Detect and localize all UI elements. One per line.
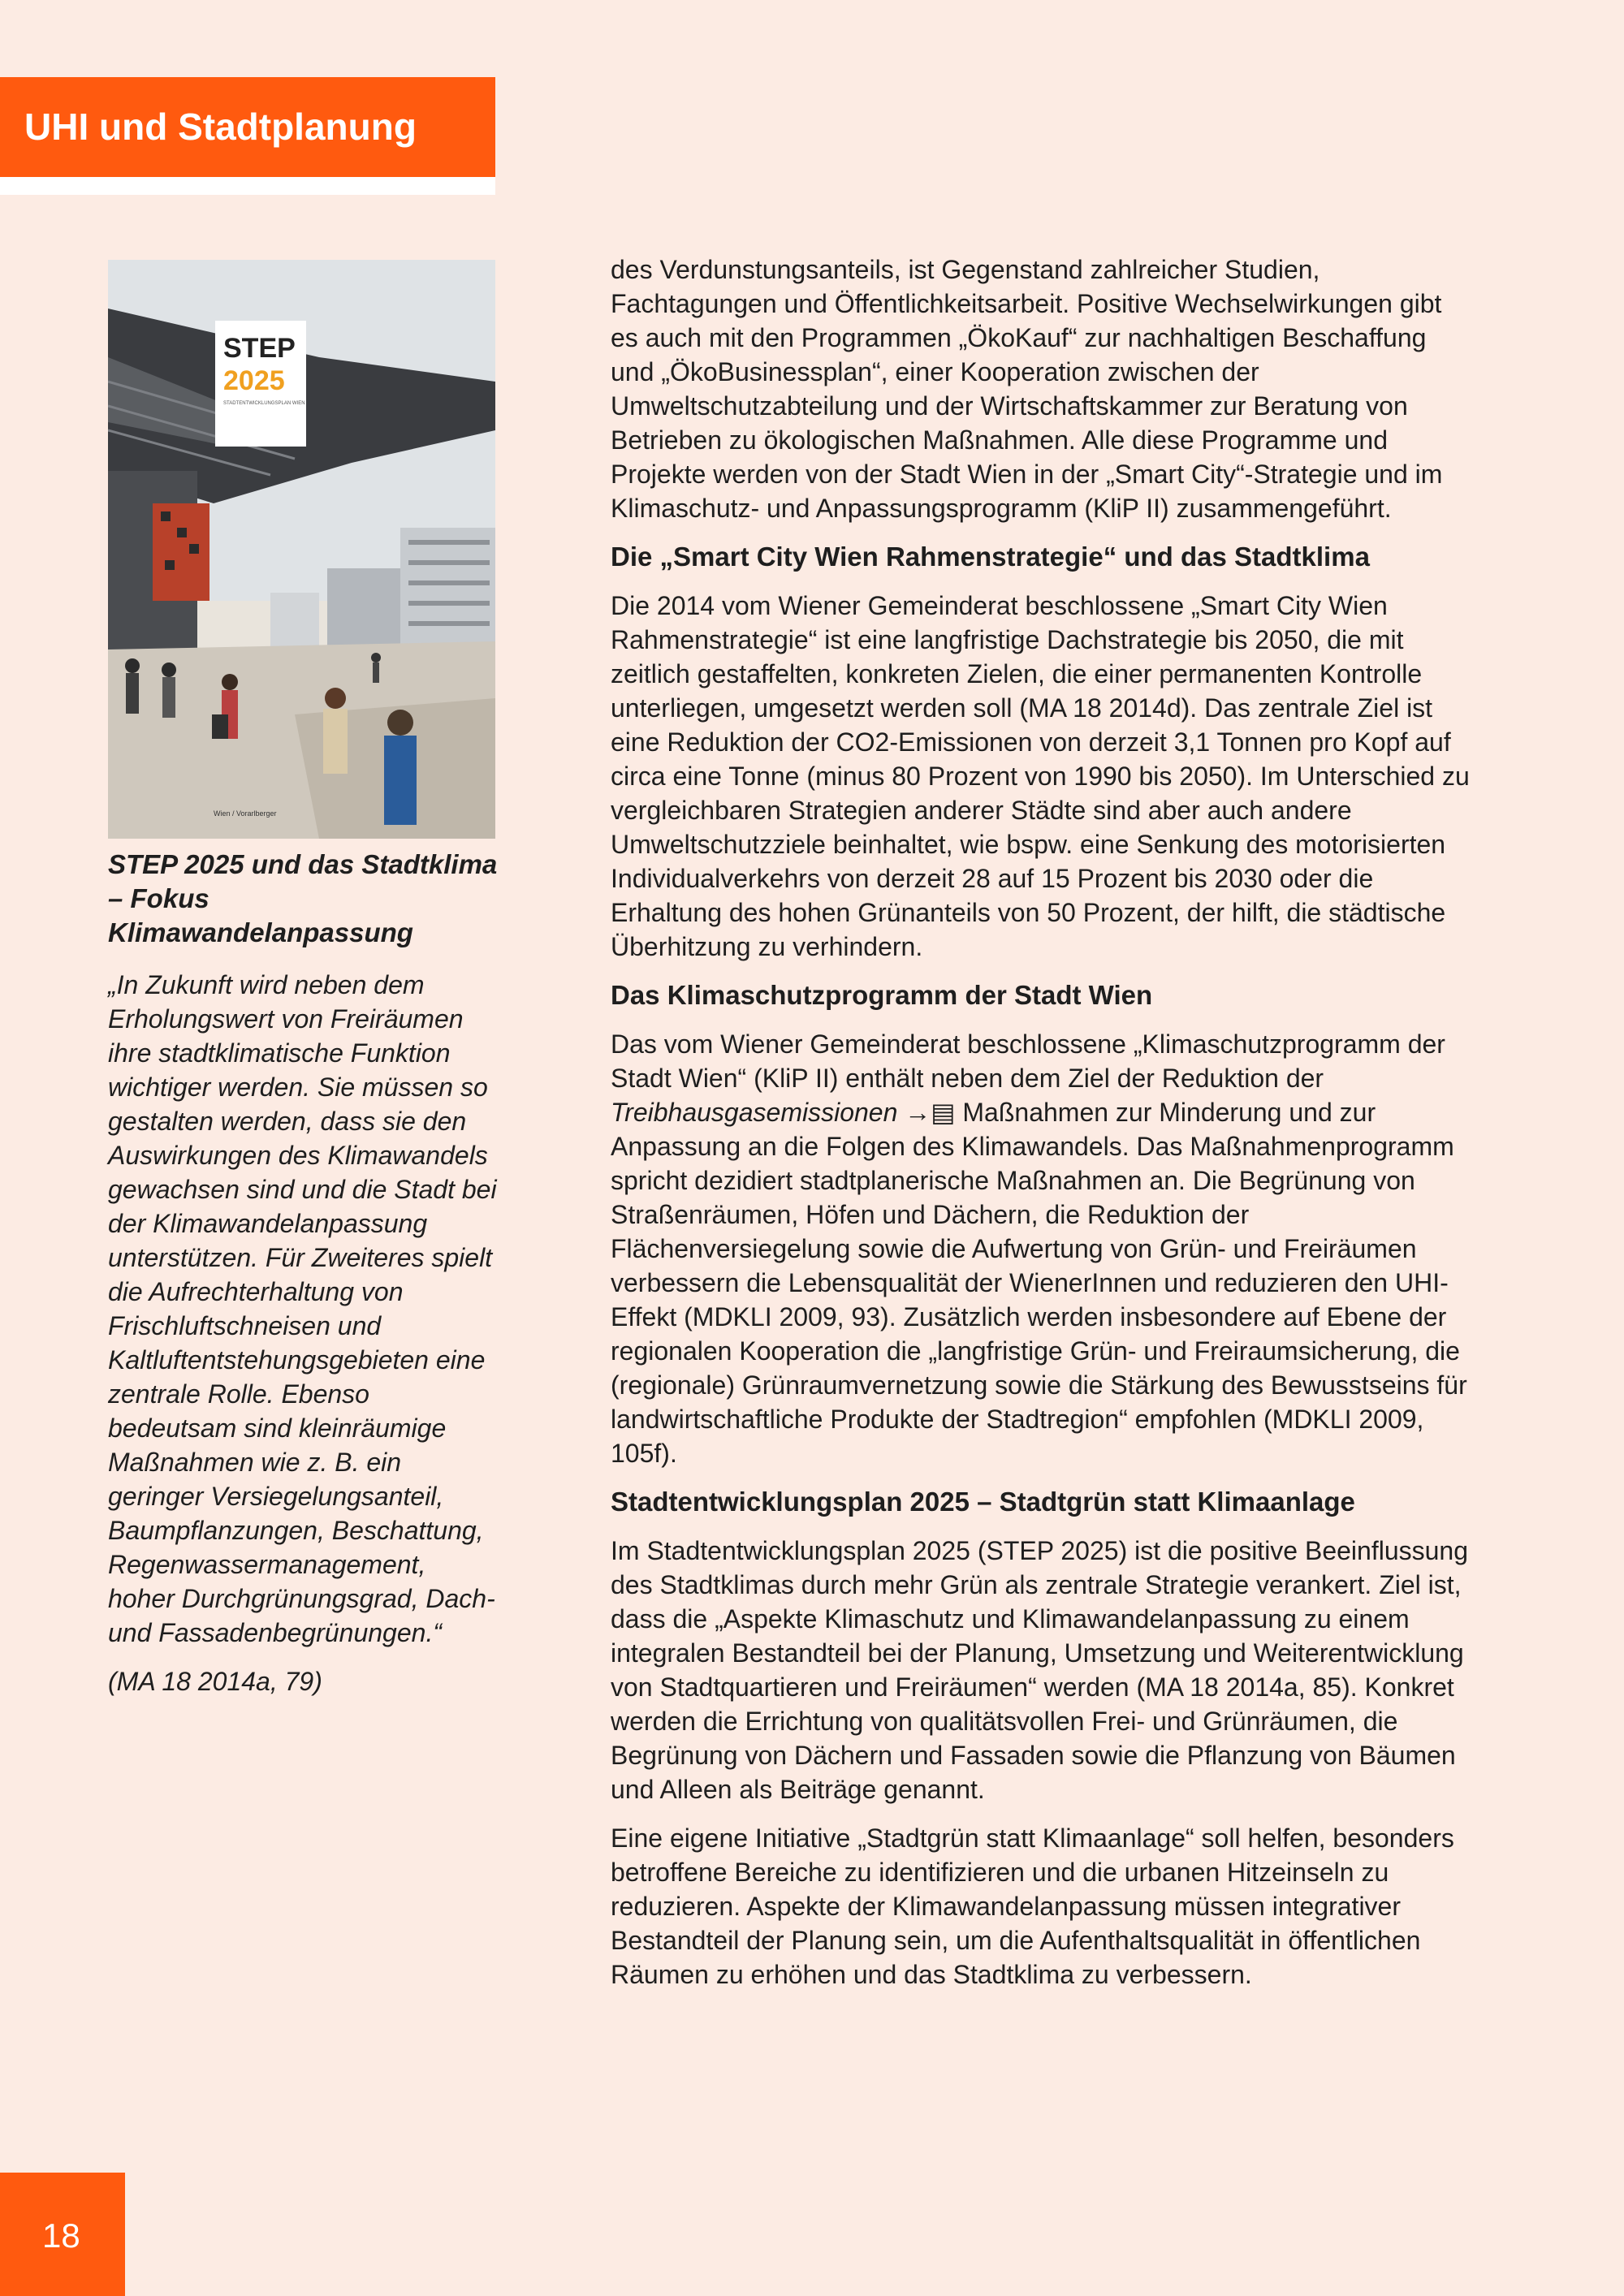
paragraph-smart-city: Die 2014 vom Wiener Gemeinderat beschlossene „Smart City Wien Rahmenstrategie“ ist eine langfristige Dachstrategie bis 2050, die mit zeitlich gestaffelten, konkreten Zielen, die einer permanenten Kontrolle unterliegen, umgesetzt werden soll (MA 18 2014d). Das zentrale Ziel ist eine Reduktion der CO2-Emissionen von derzeit 3,1 Tonnen pro Kopf auf circa eine Tonne (minus 80 Prozent von 1990 bis 2050). Im Unterschied zu vergleichbaren Strategien anderer Städte sind aber auch andere Umweltschutzziele beinhaltet, wie bspw. eine Senkung des motorisierten Individualverkehrs von derzeit 28 auf 15 Prozent bis 2030 oder die Erhaltung des hohen Grünanteils von 50 Prozent, der hilft, die städtische Überhitzung zu verhindern. xyxy=(611,591,1470,961)
sidebar-infobox xyxy=(108,848,498,1698)
glossary-link-treibhausgasemissionen[interactable]: Treibhausgasemissionen xyxy=(611,1098,898,1127)
page-number: 18 xyxy=(42,2216,80,2255)
paragraph-klip-part-b: Maßnahmen zur Minderung und zur Anpassung an die Folgen des Klimawandels. Das Maßnahmenprogramm spricht dezidiert stadtplanerische Maßnahmen an. Die Begrünung von Straßenräumen, Höfen und Dächern, die Reduktion der Flächenversiegelung sowie die Aufwertung von Grün- und Freiräumen verbessern die Lebensqualität der WienerInnen und reduzieren den UHI-Effekt (MDKLI 2009, 93). Zusätzlich werden insbesondere auf Ebene der regionalen Kooperation die „langfristige Grün- und Freiraumsicherung, die (regionale) Grünraumvernetzung sowie die Stärkung des Bewusstseins für landwirtschaftliche Produkte der Stadtregion“ empfohlen (MDKLI 2009, 105f). xyxy=(611,1098,1467,1468)
glossary-arrow-icon[interactable]: →▤ xyxy=(905,1098,956,1127)
cover-brand: STEP xyxy=(223,333,296,364)
sidebar-title: STEP 2025 und das Stadtklima – Fokus Klimawandelanpassung xyxy=(108,849,498,947)
cover-publisher: Wien / Vorarlberger xyxy=(214,809,277,818)
main-column xyxy=(611,252,1475,2006)
cover-year: 2025 xyxy=(223,365,285,396)
paragraph-klip-part-a: Das vom Wiener Gemeinderat beschlossene „Klimaschutzprogramm der Stadt Wien“ (KliP II) enthält neben dem Ziel der Reduktion der xyxy=(611,1029,1445,1093)
paragraph-klimaschutzprogramm xyxy=(611,1027,1475,1470)
paragraph-step-2025: Im Stadtentwicklungsplan 2025 (STEP 2025) ist die positive Beeinflussung des Stadtklimas durch mehr Grün als zentrale Strategie verankert. Ziel ist, dass die „Aspekte Klimaschutz und Klimawandelanpassung zu einem integralen Bestandteil bei der Planung, Umsetzung und Weiterentwicklung von Stadtquartieren und Freiräumen“ werden (MA 18 2014a, 85). Konkret werden die Errichtung von qualitätsvollen Frei- und Grünräumen, die Begrünung von Dächern und Fassaden sowie die Pflanzung von Bäumen und Alleen als Beiträge genannt. xyxy=(611,1536,1469,1804)
cover-subtitle: STADTENTWICKLUNGSPLAN WIEN xyxy=(223,401,305,406)
cover-photo xyxy=(108,260,495,839)
header-stripe xyxy=(0,177,495,195)
sidebar-reference: (MA 18 2014a, 79) xyxy=(108,1667,322,1696)
intro-paragraph: des Verdunstungsanteils, ist Gegenstand zahlreicher Studien, Fachtagungen und Öffentlichkeitsarbeit. Positive Wechselwirkungen gibt es auch mit den Programmen „ÖkoKauf“ zur nachhaltigen Beschaffung und „ÖkoBusinessplan“, einer Kooperation zwischen der Umweltschutzabteilung und der Wirtschaftskammer zur Beratung von Betrieben zu ökologischen Maßnahmen. Alle diese Programme und Projekte werden von der Stadt Wien in der „Smart City“-Strategie und im Klimaschutz- und Anpassungsprogramm (KliP II) zusammengeführt. xyxy=(611,255,1443,523)
heading-smart-city: Die „Smart City Wien Rahmenstrategie“ und das Stadtklima xyxy=(611,542,1370,572)
section-title: UHI und Stadtplanung xyxy=(24,106,417,148)
step-2025-cover-image xyxy=(108,260,495,839)
heading-step-2025: Stadtentwicklungsplan 2025 – Stadtgrün statt Klimaanlage xyxy=(611,1487,1355,1517)
paragraph-stadtgruen: Eine eigene Initiative „Stadtgrün statt Klimaanlage“ soll helfen, besonders betroffene Bereiche zu identifizieren und die urbanen Hitzeinseln zu reduzieren. Aspekte der Klimawandelanpassung müssen integrativer Bestandteil der Planung sein, um die Aufenthaltsqualität in öffentlichen Räumen zu erhöhen und das Stadtklima zu verbessern. xyxy=(611,1823,1454,1989)
right-building xyxy=(400,528,495,658)
heading-klimaschutzprogramm: Das Klimaschutzprogramm der Stadt Wien xyxy=(611,980,1153,1010)
sidebar-quote: „In Zukunft wird neben dem Erholungswert von Freiräumen ihre stadtklimatische Funktion wichtiger werden. Sie müssen so gestalten werden, dass sie den Auswirkungen des Klimawandels gewachsen sind und die Stadt bei der Klimawandelanpassung unterstützen. Für Zweiteres spielt die Aufrechterhaltung von Frischluftschneisen und Kaltluftentstehungsgebieten eine zentrale Rolle. Ebenso bedeutsam sind kleinräumige Maßnahmen wie z. B. ein geringer Versiegelungsanteil, Baumpflanzungen, Beschattung, Regenwassermanagement, hoher Durchgrünungsgrad, Dach- und Fassadenbegrünungen.“ xyxy=(108,970,497,1647)
